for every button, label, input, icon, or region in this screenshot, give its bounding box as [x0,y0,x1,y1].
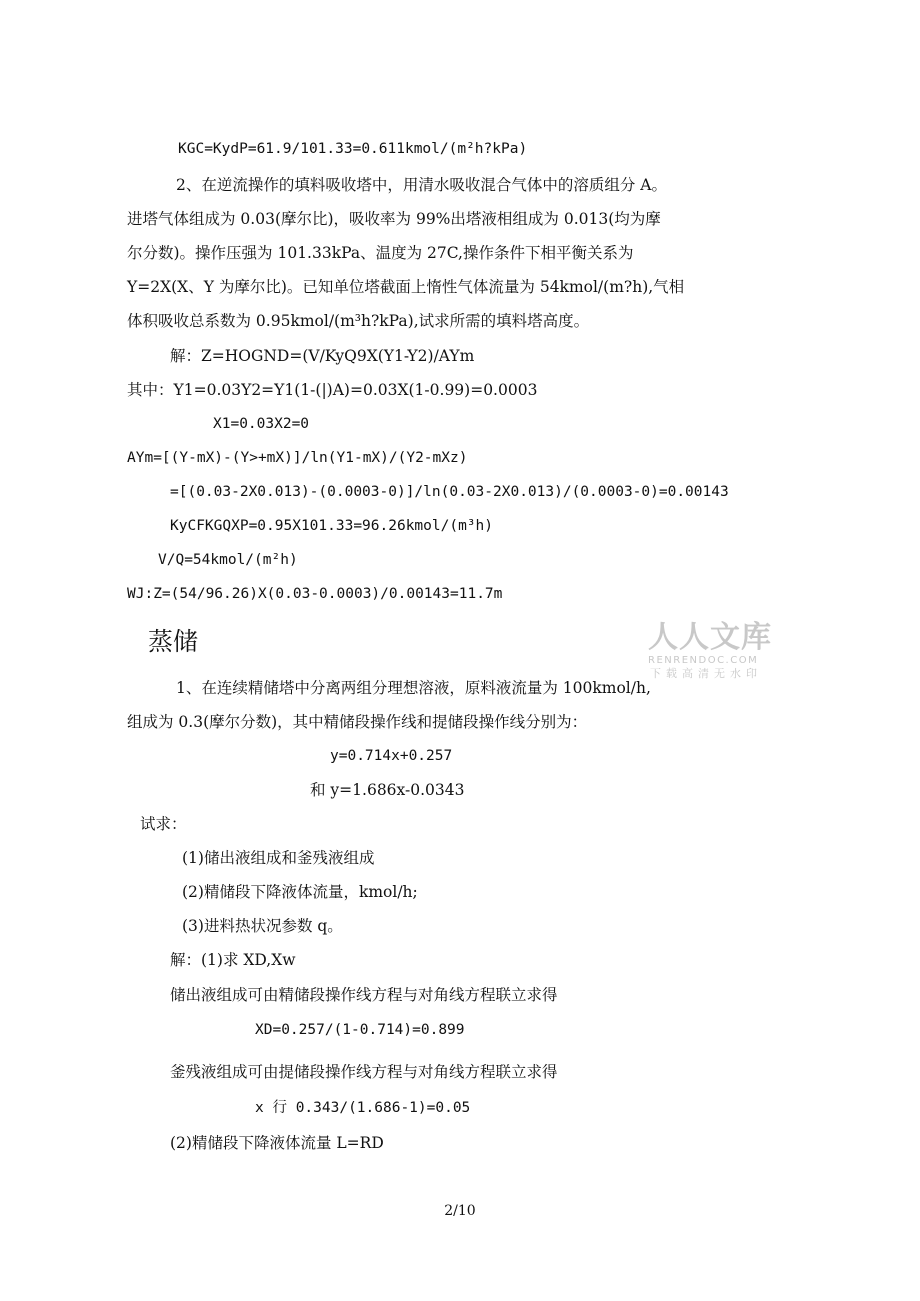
question-3: (3)进料热状况参数 q。 [182,917,343,935]
problem-2-line-3: 尔分数)。操作压强为 101.33kPa、温度为 27C,操作条件下相平衡关系为 [127,244,634,262]
solution-2-line-7: V/Q=54kmol/(m²h) [158,552,298,568]
question-2: (2)精储段下降液体流量，kmol/h; [182,883,418,901]
solution-2-line-1: 解：Z=HOGND=(V/KyQ9X(Y1-Y2)/AYm [170,347,475,365]
problem-2-line-5: 体积吸收总系数为 0.95kmol/(m³h?kPa),试求所需的填料塔高度。 [127,312,590,330]
solution-2-line-3: X1=0.03X2=0 [213,416,310,432]
formula-kgc: KGC=KydP=61.9/101.33=0.611kmol/(m²h?kPa) [178,141,528,157]
equation-rectifying: y=0.714x+0.257 [330,748,453,764]
solution-1-line-1: 储出液组成可由精储段操作线方程与对角线方程联立求得 [170,986,558,1004]
page-number: 2/10 [444,1203,476,1219]
problem-1-line-1: 1、在连续精储塔中分离两组分理想溶液，原料液流量为 100kmol/h, [176,679,651,697]
equation-stripping: 和 y=1.686x-0.0343 [310,781,465,799]
solution-1-heading: 解：(1)求 XD,Xw [170,951,296,969]
solution-1-xd: XD=0.257/(1-0.714)=0.899 [255,1022,465,1038]
watermark-tagline: 下载高清无水印 [650,667,762,680]
watermark-logo: 人人文库 [648,620,772,655]
solution-1-line-2: 釜残液组成可由提储段操作线方程与对角线方程联立求得 [170,1063,558,1081]
solution-2-line-5: =[(0.03-2X0.013)-(0.0003-0)]/ln(0.03-2X0.013)/(0.0003-0)=0.00143 [170,484,729,500]
problem-2-line-4: Y=2X(X、Y 为摩尔比)。已知单位塔截面上惰性气体流量为 54kmol/(m?h),气相 [127,278,685,296]
solution-2-line-2: 其中：Y1=0.03Y2=Y1(1-(|)A)=0.03X(1-0.99)=0.0003 [127,381,538,399]
solution-2-result: WJ:Z=(54/96.26)X(0.03-0.0003)/0.00143=11.7m [127,586,503,602]
solution-2-line-6: KyCFKGQXP=0.95X101.33=96.26kmol/(m³h) [170,518,494,534]
solution-1-line-3: (2)精储段下降液体流量 L=RD [170,1134,384,1152]
problem-1-line-2: 组成为 0.3(摩尔分数)，其中精储段操作线和提储段操作线分别为： [127,713,588,731]
problem-2-line-2: 进塔气体组成为 0.03(摩尔比)，吸收率为 99%出塔液相组成为 0.013(均为摩 [127,210,661,228]
solution-2-line-4: AYm=[(Y-mX)-(Y>+mX)]/ln(Y1-mX)/(Y2-mXz) [127,450,468,466]
question-prompt: 试求： [140,815,187,833]
solution-1-xw: x 行 0.343/(1.686-1)=0.05 [255,1100,471,1116]
section-heading: 蒸储 [148,627,199,656]
problem-2-line-1: 2、在逆流操作的填料吸收塔中，用清水吸收混合气体中的溶质组分 A。 [176,176,667,194]
watermark-url: RENRENDOC.COM [648,655,759,666]
question-1: (1)储出液组成和釜残液组成 [182,849,375,867]
